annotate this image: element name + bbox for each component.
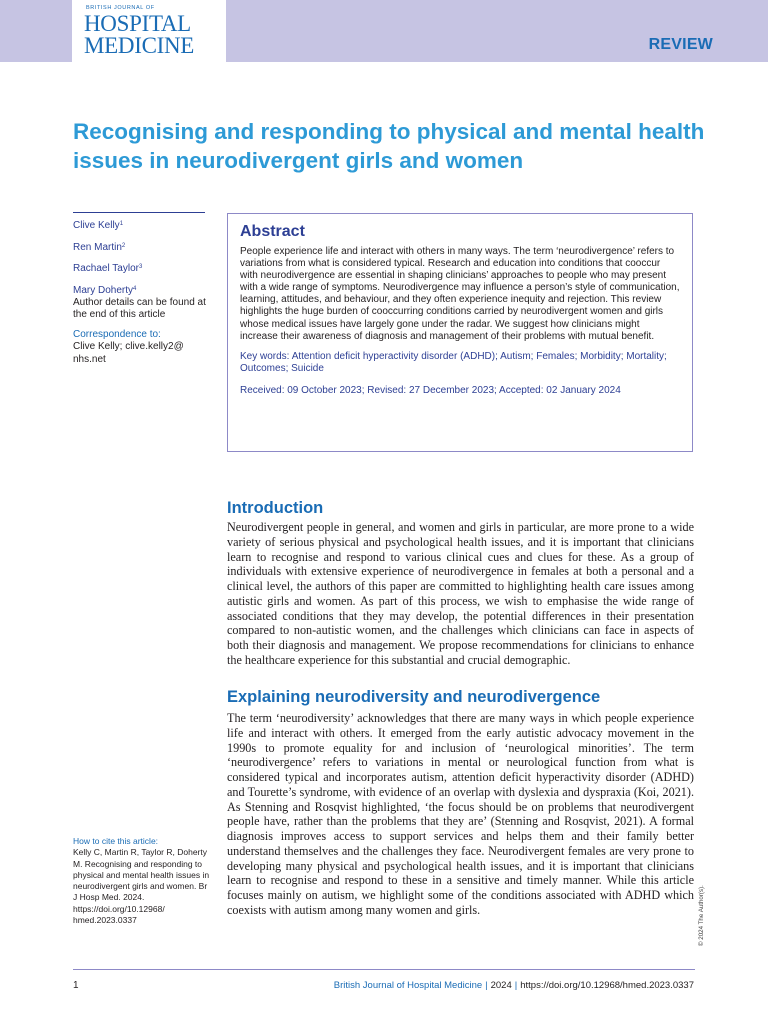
correspondence-label: Correspondence to: xyxy=(73,329,161,340)
citation-box xyxy=(73,836,213,926)
journal-logo[interactable] xyxy=(72,0,226,62)
keywords: Key words: Attention deficit hyperactivity disorder (ADHD); Autism; Females; Morbidity; Mortality; Outcomes; Suicide xyxy=(240,350,667,375)
author-item[interactable]: Mary Doherty$^4$ xyxy=(73,284,137,296)
footer-separator: | xyxy=(485,980,488,991)
abstract-text: People experience life and interact with others in many ways. The term ‘neurodivergence’ refers to variations from what is considered typical. Research and education into conditions that cooccur with neurodivergence are essential in shaping clinicians’ approaches to people who may present with a wide range of symptoms. Neurodivergence may influence a person’s style of communication, learning, attitudes, and behaviour, and they often experience inequity and rejection. This review highlights the huge burden of cooccurring conditions carried by neurodivergent women and girls whose medical issues have largely gone under the radar. We suggest how clinicians might increase their awareness of diagnosis and management of their problems with mutual benefit. xyxy=(240,246,680,342)
section-heading-neurodiversity: Explaining neurodiversity and neurodivergence xyxy=(227,688,601,706)
footer-journal: British Journal of Hospital Medicine xyxy=(333,980,483,991)
author-item[interactable]: Clive Kelly$^1$ xyxy=(73,220,124,231)
footer-doi[interactable]: https://doi.org/10.12968/hmed.2023.0337 xyxy=(520,980,694,991)
footer-info xyxy=(334,980,694,991)
correspondence xyxy=(73,329,213,366)
citation-text: Kelly C, Martin R, Taylor R, Doherty M. Recognising and responding to physical and mental health issues in neurodivergent girls and women. Br J Hosp Med. 2024. https://doi.org/10.12968/ hmed.2023.0337 xyxy=(73,847,210,926)
logo-line-hospital: HOSPITAL xyxy=(84,11,191,36)
footer-separator: | xyxy=(514,980,518,991)
section-label: REVIEW xyxy=(648,36,713,53)
author-item[interactable]: Rachael Taylor$^3$ xyxy=(73,263,143,274)
footer-divider xyxy=(73,969,695,970)
author-details-note: Author details can be found at the end of this article xyxy=(73,297,206,321)
logo-small-text: BRITISH JOURNAL OF xyxy=(86,5,155,11)
correspondence-email[interactable]: Clive Kelly; clive.kelly2@ nhs.net xyxy=(73,341,184,365)
sidebar-divider xyxy=(73,212,205,213)
abstract-heading: Abstract xyxy=(240,223,305,240)
footer-year: 2024 xyxy=(490,980,512,991)
author-list xyxy=(73,220,142,306)
section-text-introduction: Neurodivergent people in general, and women and girls in particular, are more prone to a wide variety of serious physical and psychological health issues, and it is important that clinicians learn to recognise and respond to various clinical cues and clues for these. As a group of individuals with extensive experience of neurodivergence in females at both a personal and a clinical level, the authors of this paper are committed to highlighting health care issues among autistic girls and women. As part of this process, we wish to emphasise the wide range of associated conditions that they may develop, the potential differences in their presentation compared to non-autistic women, and the challenges which clinicians can face in aspects of both their diagnosis and management. We propose recommendations for clinicians to enhance the healthcare experience for this substantial and crucial demographic. xyxy=(227,520,694,667)
section-heading-introduction: Introduction xyxy=(227,499,324,517)
article-title: Recognising and responding to physical and mental health issues in neurodivergent girls and women xyxy=(73,119,705,173)
section-text-neurodiversity: The term ‘neurodiversity’ acknowledges that there are many ways in which people experience life and interact with others. It emerged from the early autistic advocacy movement in the 1990s to promote equality for and inclusion of ‘neurological minorities’. The term ‘neurodivergence’ refers to variations in mental or neurological function from what is considered typical and incorporates autism, attention deficit hyperactivity disorder (ADHD) and Tourette’s syndrome, with evidence of an overlap with dyslexia and dyspraxia (Koi, 2021). As Stenning and Rosqvist highlighted, ‘the focus should be on problems that neurodivergent people have, rather than the problems that they are’ (Stenning and Rosqvist, 2021). A formal diagnosis improves access to support services and helps them and their family better understand themselves and the challenges they face. Neurodivergent females are very prone to developing many physical and psychological health issues, and it is important that clinicians learn to recognise and respond to these in a sensitive and timely manner. While this article focuses mainly on autism, we highlight some of the conditions associated with ADHD which coexists with autism among many women and girls. xyxy=(227,711,694,917)
citation-label: How to cite this article: xyxy=(73,836,159,846)
logo-line-medicine: MEDICINE xyxy=(84,33,195,58)
author-item[interactable]: Ren Martin$^2$ xyxy=(73,241,126,253)
page-number: 1 xyxy=(73,980,79,991)
abstract-box xyxy=(227,213,693,452)
received-dates: Received: 09 October 2023; Revised: 27 December 2023; Accepted: 02 January 2024 xyxy=(240,385,621,397)
